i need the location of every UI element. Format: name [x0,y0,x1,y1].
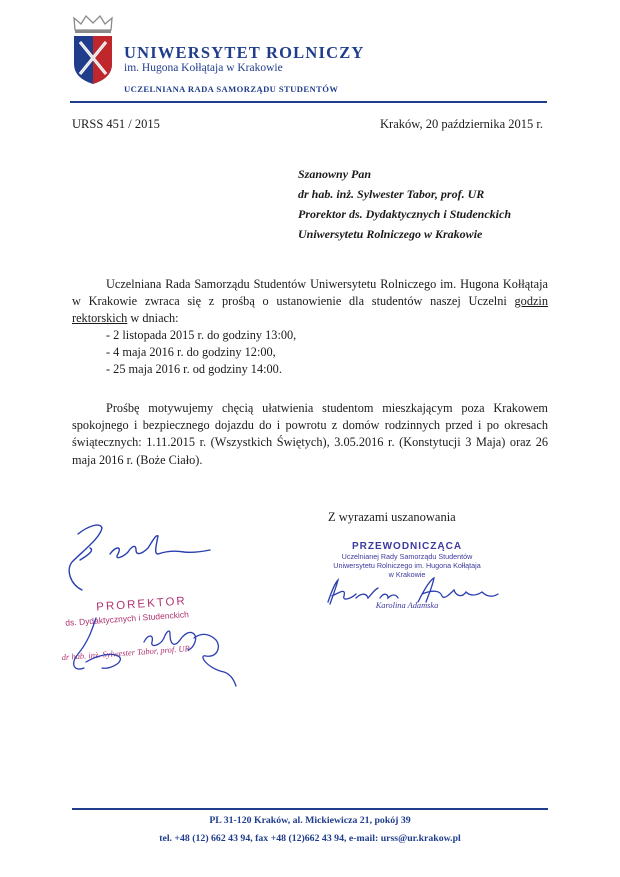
vice-rector-signature [56,612,246,692]
addressee-line: dr hab. inż. Sylwester Tabor, prof. UR [298,187,485,201]
addressee-line: Uniwersytetu Rolniczego w Krakowie [298,227,483,241]
university-crest-icon [70,14,116,86]
paragraph-motivation: Prośbę motywujemy chęcią ułatwienia studentom mieszkającym poza Krakowem spokojnego i bezpiecznego dojazdu do i powrotu z domów rodzinnych przed i po okresach świątecznych: 1.11.2015 r. (Wszystkich Świętych), 3.05.2016 r. (Konstytucji 3 Maja) oraz 26 maja 2016 r. (Boże Ciało). [72,401,548,467]
stamp-title: PRZEWODNICZĄCA [351,541,463,552]
addressee-block [298,164,511,244]
approval-signature [60,520,220,600]
stamp-line: Uniwersytetu Rolniczego im. Hugona Kołłątaja [333,561,481,570]
dates-list [106,327,296,379]
closing-phrase: Z wyrazami uszanowania [328,510,456,524]
list-item: - 2 listopada 2015 r. do godziny 13:00, [106,328,297,342]
paragraph-request: Uczelniana Rada Samorządu Studentów Uniwersytetu Rolniczego im. Hugona Kołłątaja w Krakowie zwraca się z prośbą o ustanowienie dla studentów naszej Uczelni godzin rektorskich w dniach: [72,277,548,326]
footer-contact: tel. +48 (12) 662 43 94, fax +48 (12)662 43 94, e-mail: urss@ur.krakow.pl [159,833,461,844]
list-item: - 25 maja 2016 r. od godziny 14:00. [106,362,282,377]
chairperson-signature [322,576,502,610]
footer-address: PL 31-120 Kraków, al. Mickiewicza 21, pokój 39 [209,815,411,826]
stamp-line: w Krakowie [388,570,426,579]
underlined-term: godzin rektorskich [72,294,548,326]
letter-date: Kraków, 20 października 2015 r. [380,117,544,131]
list-item: - 4 maja 2016 r. do godziny 12:00, [106,345,276,360]
stamp-name: dr hab. inż. Sylwester Tabor, prof. UR [61,643,191,663]
stamp-name: Karolina Adamska [375,601,439,610]
stamp-line: ds. Dydaktycznych i Studenckich [64,609,190,628]
council-name: UCZELNIANA RADA SAMORZĄDU STUDENTÓW [124,84,339,94]
stamp-line: Uczelnianej Rady Samorządu Studentów [341,552,473,561]
university-name: UNIWERSYTET ROLNICZY [124,43,365,62]
footer-divider [72,808,548,810]
university-subtitle: im. Hugona Kołłątaja w Krakowie [124,62,283,74]
reference-number: URSS 451 / 2015 [72,117,160,131]
header-divider [70,101,547,103]
addressee-line: Szanowny Pan [298,167,372,181]
addressee-line: Prorektor ds. Dydaktycznych i Studenckich [298,207,511,221]
stamp-title: PROREKTOR [95,595,188,614]
